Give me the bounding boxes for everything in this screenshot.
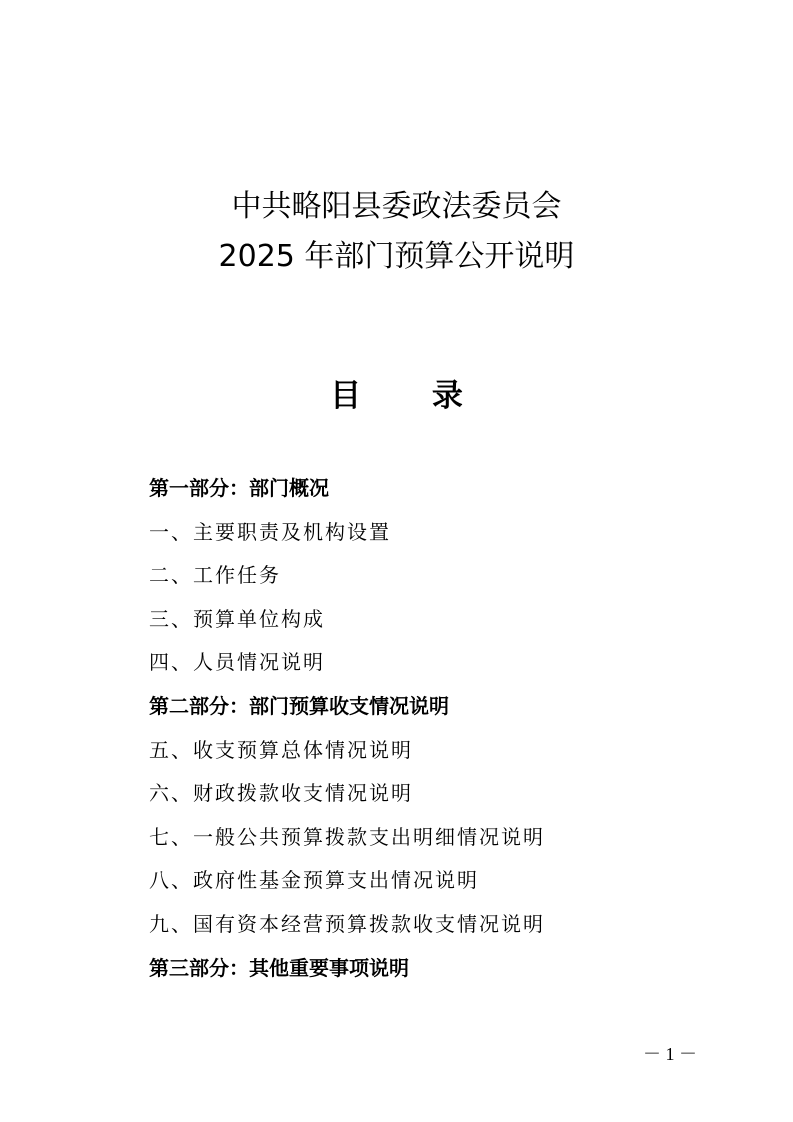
toc-item-4: 四、人员情况说明 [149, 650, 325, 675]
toc-item-2: 二、工作任务 [149, 563, 281, 588]
toc-item-1: 一、主要职责及机构设置 [149, 519, 391, 544]
toc-item-7: 七、一般公共预算拨款支出明细情况说明 [149, 824, 545, 849]
table-of-contents [149, 467, 709, 990]
toc-item-3: 三、预算单位构成 [149, 606, 325, 631]
page-number: － 1 － [643, 1044, 697, 1064]
toc-item-8: 八、政府性基金预算支出情况说明 [149, 868, 479, 893]
title-line-organization: 中共略阳县委政法委员会 [231, 189, 562, 224]
toc-item-9: 九、国有资本经营预算拨款收支情况说明 [149, 911, 545, 936]
title-line-subject: 2025 年部门预算公开说明 [218, 239, 575, 274]
toc-heading: 目 录 [330, 378, 493, 414]
toc-item-5: 五、收支预算总体情况说明 [149, 737, 413, 762]
toc-part-3: 第三部分：其他重要事项说明 [149, 955, 409, 980]
toc-part-1: 第一部分：部门概况 [149, 476, 329, 500]
document-title [0, 182, 793, 282]
toc-item-6: 六、财政拨款收支情况说明 [149, 781, 413, 806]
toc-part-2: 第二部分：部门预算收支情况说明 [149, 693, 449, 718]
